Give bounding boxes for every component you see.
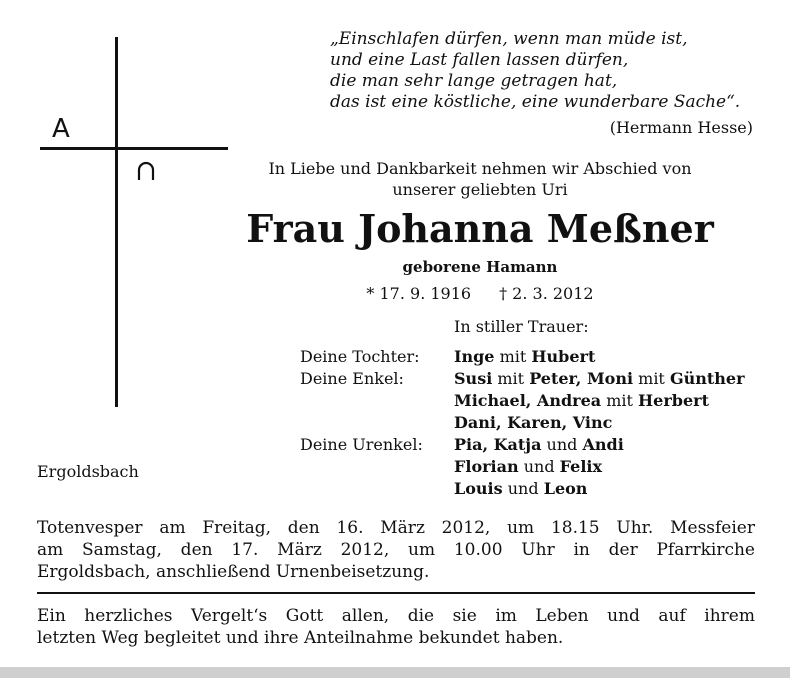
life-dates <box>230 284 730 304</box>
alpha-icon: A <box>52 114 70 144</box>
mourner-row-great-grandchildren <box>300 434 745 456</box>
mourner-names: Louis und Leon <box>454 479 588 498</box>
mourner-row-great-grandchildren-3 <box>300 478 745 500</box>
service-info <box>37 517 755 583</box>
mourner-names: Florian und Felix <box>454 457 603 476</box>
cross-horizontal-beam <box>40 147 228 150</box>
cross-vertical-beam <box>115 37 118 407</box>
service-line-1: Totenvesper am Freitag, den 16. März 2012, um 18.15 Uhr. Messfeier <box>37 518 755 538</box>
intro-line-2: unserer geliebten Uri <box>392 180 568 199</box>
mourner-row-grandchildren-2 <box>300 390 745 412</box>
omega-icon-shape <box>135 160 157 182</box>
relation-label-daughter: Deine Tochter: <box>300 347 420 366</box>
birth-date: * 17. 9. 1916 <box>366 284 472 303</box>
thanks-line-2: letzten Weg begleitet und ihre Anteilnahme bekundet haben. <box>37 628 564 648</box>
birth-name: geborene Hamann <box>402 258 558 276</box>
divider <box>37 592 755 594</box>
quote-author: (Hermann Hesse) <box>609 118 753 137</box>
quote-line-1: „Einschlafen dürfen, wenn man müde ist, <box>330 29 688 49</box>
thanks-line-1: Ein herzliches Vergelt‘s Gott allen, die sie im Leben und auf ihrem <box>37 606 755 626</box>
relation-label-grandchildren: Deine Enkel: <box>300 369 404 388</box>
farewell-intro <box>230 158 730 200</box>
mourner-names: Pia, Katja und Andi <box>454 435 624 454</box>
death-date: † 2. 3. 2012 <box>499 284 594 303</box>
mourner-names: Susi mit Peter, Moni mit Günther <box>454 369 745 388</box>
mourner-row-great-grandchildren-2 <box>300 456 745 478</box>
mourner-row-grandchildren-3 <box>300 412 745 434</box>
service-line-3: Ergoldsbach, anschließend Urnenbeisetzung. <box>37 562 430 582</box>
quote-line-3: die man sehr lange getragen hat, <box>330 71 618 91</box>
relation-label-great-grandchildren: Deine Urenkel: <box>300 435 423 454</box>
mourner-row-grandchildren <box>300 368 745 390</box>
memorial-quote <box>330 29 740 113</box>
thanks-note <box>37 605 755 649</box>
intro-line-1: In Liebe und Dankbarkeit nehmen wir Abschied von <box>268 159 692 178</box>
mourner-names: Dani, Karen, Vinc <box>454 413 613 432</box>
service-line-2: am Samstag, den 17. März 2012, um 10.00 Uhr in der Pfarrkirche <box>37 540 755 560</box>
quote-line-4: das ist eine köstliche, eine wunderbare Sache“. <box>330 92 741 112</box>
mourner-names: Inge mit Hubert <box>454 347 596 366</box>
mourner-row-daughter <box>300 346 745 368</box>
deceased-name: Frau Johanna Meßner <box>246 206 714 251</box>
omega-icon <box>135 160 157 187</box>
mourning-heading: In stiller Trauer: <box>454 317 589 336</box>
mourners-list <box>300 346 745 500</box>
quote-line-2: und eine Last fallen lassen dürfen, <box>330 50 629 70</box>
bottom-border <box>0 667 790 678</box>
mourner-names: Michael, Andrea mit Herbert <box>454 391 709 410</box>
place-name: Ergoldsbach <box>37 462 139 481</box>
